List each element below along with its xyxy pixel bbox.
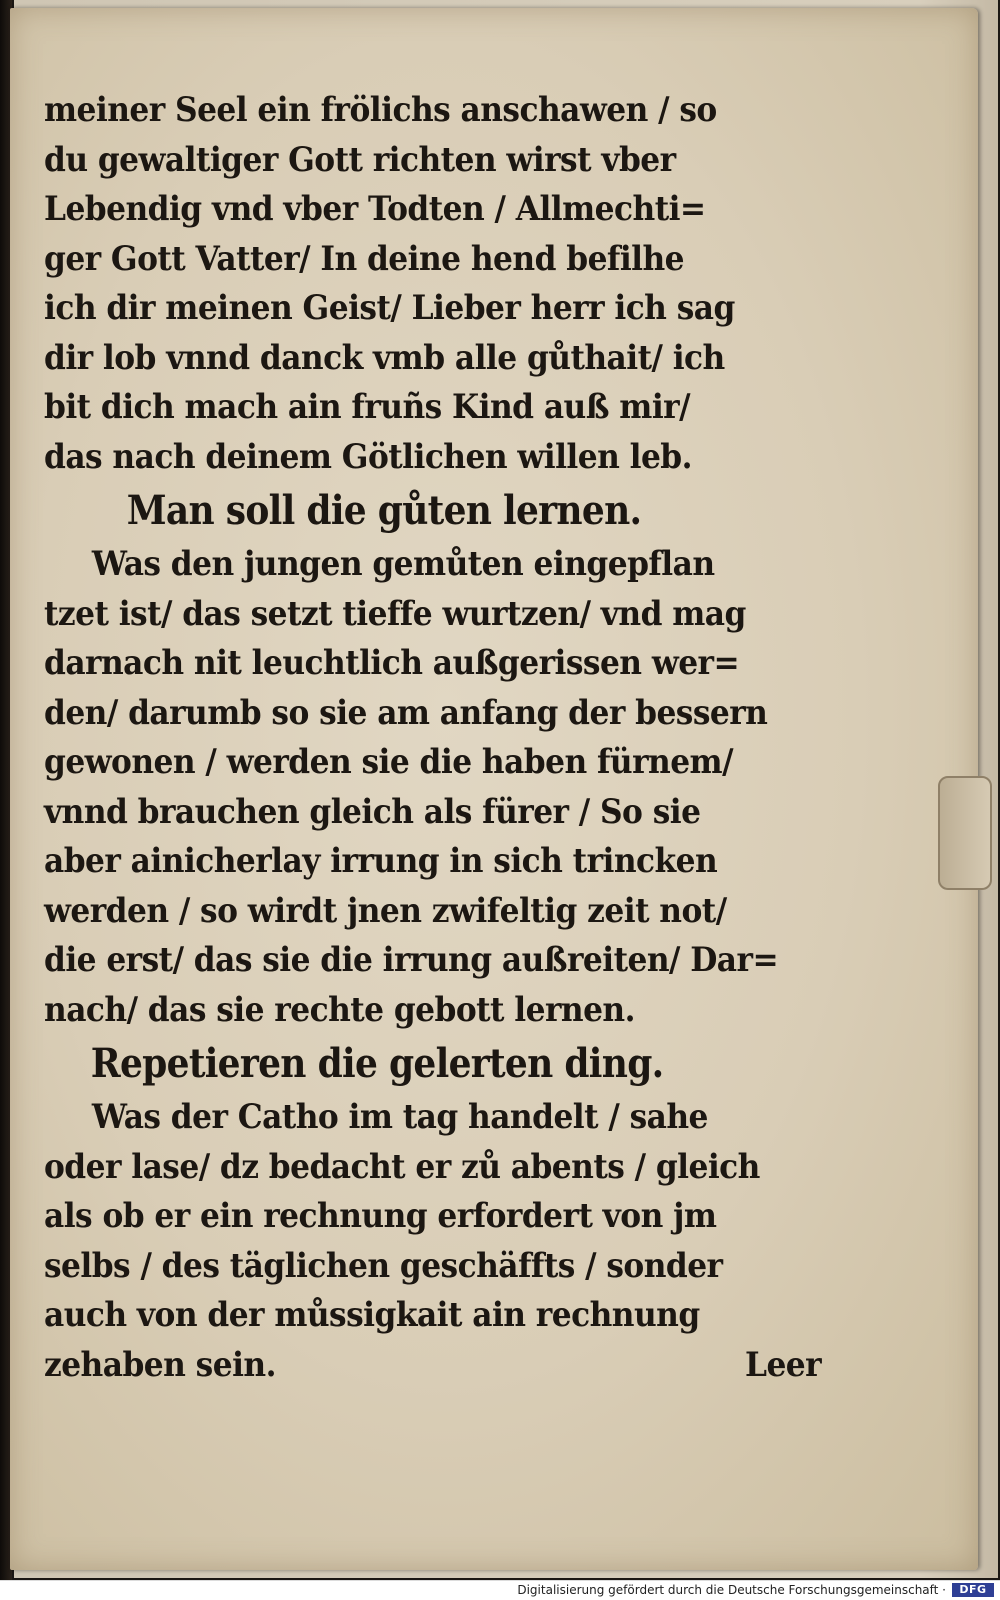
text-line: auch von der můssigkait ain rechnung	[44, 1295, 700, 1335]
last-line-row	[44, 1341, 844, 1391]
text-line: werden / so wirdt jnen zwifeltig zeit not/	[44, 890, 727, 931]
text-line: darnach nit leuchtlich außgerissen wer=	[44, 643, 740, 683]
text-line: den/ darumb so sie am anfang der bessern	[44, 692, 768, 733]
text-line: aber ainicherlay irrung in sich trincken	[44, 841, 718, 881]
catchword: Leer	[745, 1344, 822, 1385]
text-line: die erst/ das sie die irrung außreiten/ Dar=	[44, 940, 779, 980]
text-line: Was der Catho im tag handelt / sahe	[91, 1097, 708, 1137]
text-line: oder lase/ dz bedacht er zů abents / gleich	[44, 1146, 760, 1187]
text-line: bit dich mach ain fruñs Kind auß mir/	[44, 387, 690, 427]
text-line: ger Gott Vatter/ In deine hend befilhe	[44, 238, 685, 279]
text-line: nach/ das sie rechte gebott lernen.	[44, 989, 635, 1030]
text-line: als ob er ein rechnung erfordert von jm	[44, 1196, 717, 1236]
section-heading: Man soll die gůten lernen.	[126, 487, 642, 534]
text-line: gewonen / werden sie die haben fürnem/	[44, 742, 733, 782]
page-clip	[938, 776, 992, 890]
footer-bar	[0, 1580, 1000, 1600]
text-line: tzet ist/ das setzt tieffe wurtzen/ vnd mag	[44, 593, 746, 634]
text-line: Lebendig vnd vber Todten / Allmechti=	[44, 189, 706, 229]
text-line: dir lob vnnd danck vmb alle gůthait/ ich	[44, 337, 725, 378]
text-line: ich dir meinen Geist/ Lieber herr ich sag	[44, 288, 735, 328]
text-line: das nach deinem Götlichen willen leb.	[44, 436, 692, 477]
text-line: zehaben sein.	[44, 1344, 276, 1385]
text-line: selbs / des täglichen geschäffts / sonder	[44, 1245, 723, 1286]
section-heading: Repetieren die gelerten ding.	[90, 1040, 664, 1087]
dfg-logo-icon: DFG	[952, 1583, 994, 1597]
funding-credit: Digitalisierung gefördert durch die Deutsche Forschungsgemeinschaft ·	[517, 1583, 946, 1597]
page-text	[44, 86, 844, 1390]
text-line: meiner Seel ein frölichs anschawen / so	[44, 90, 717, 130]
text-line: du gewaltiger Gott richten wirst vber	[44, 139, 676, 180]
text-line: Was den jungen gemůten eingepflan	[91, 544, 715, 584]
text-line: vnnd brauchen gleich als fürer / So sie	[44, 791, 701, 832]
